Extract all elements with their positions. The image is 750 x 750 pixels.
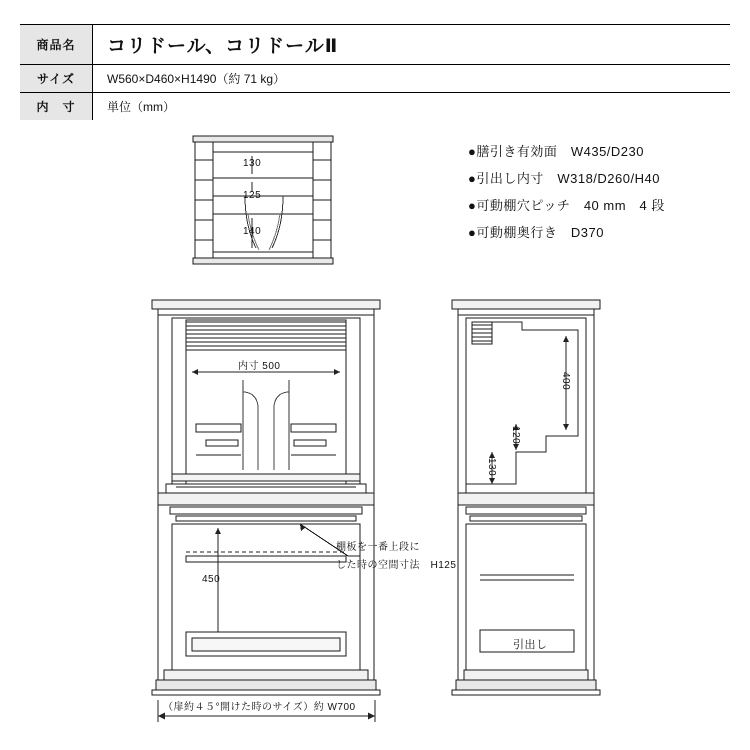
front-drawer-dim-450: 450 xyxy=(202,574,221,585)
spec-label-name: 商品名 xyxy=(20,25,93,64)
side-dim-130: 130 xyxy=(486,458,497,477)
feature-item-1: ●引出し内寸 W318/D260/H40 xyxy=(468,171,660,186)
detail-upper-cabinet xyxy=(193,136,333,264)
side-dim-120: 120 xyxy=(510,426,521,445)
spec-value-inner: 単位（mm） xyxy=(107,100,175,114)
shelf-note-line2: した時の空間寸法 H125 xyxy=(336,560,457,571)
detail-dim-130: 130 xyxy=(243,158,262,169)
feature-item-3: ●可動棚奥行き D370 xyxy=(468,225,604,240)
side-dim-400: 400 xyxy=(560,372,571,391)
detail-dim-125: 125 xyxy=(243,190,262,201)
spec-value-name: コリドール、コリドールⅡ xyxy=(107,36,339,57)
door-open-size-note: （扉約４５°開けた時のサイズ）約 W700 xyxy=(163,702,356,713)
side-drawer-label: 引出し xyxy=(513,639,548,651)
feature-item-0: ●膳引き有効面 W435/D230 xyxy=(468,144,645,159)
detail-dim-140: 140 xyxy=(243,226,262,237)
feature-item-2: ●可動棚穴ピッチ 40 mm 4 段 xyxy=(468,198,665,213)
spec-label-inner: 内 寸 xyxy=(20,93,93,120)
spec-value-size: W560×D460×H1490（約 71 kg） xyxy=(107,72,286,86)
spec-label-size: サイズ xyxy=(20,65,93,92)
front-inner-width-label: 内寸 500 xyxy=(238,361,281,372)
shelf-note-line1: 棚板を一番上段に xyxy=(336,542,420,553)
